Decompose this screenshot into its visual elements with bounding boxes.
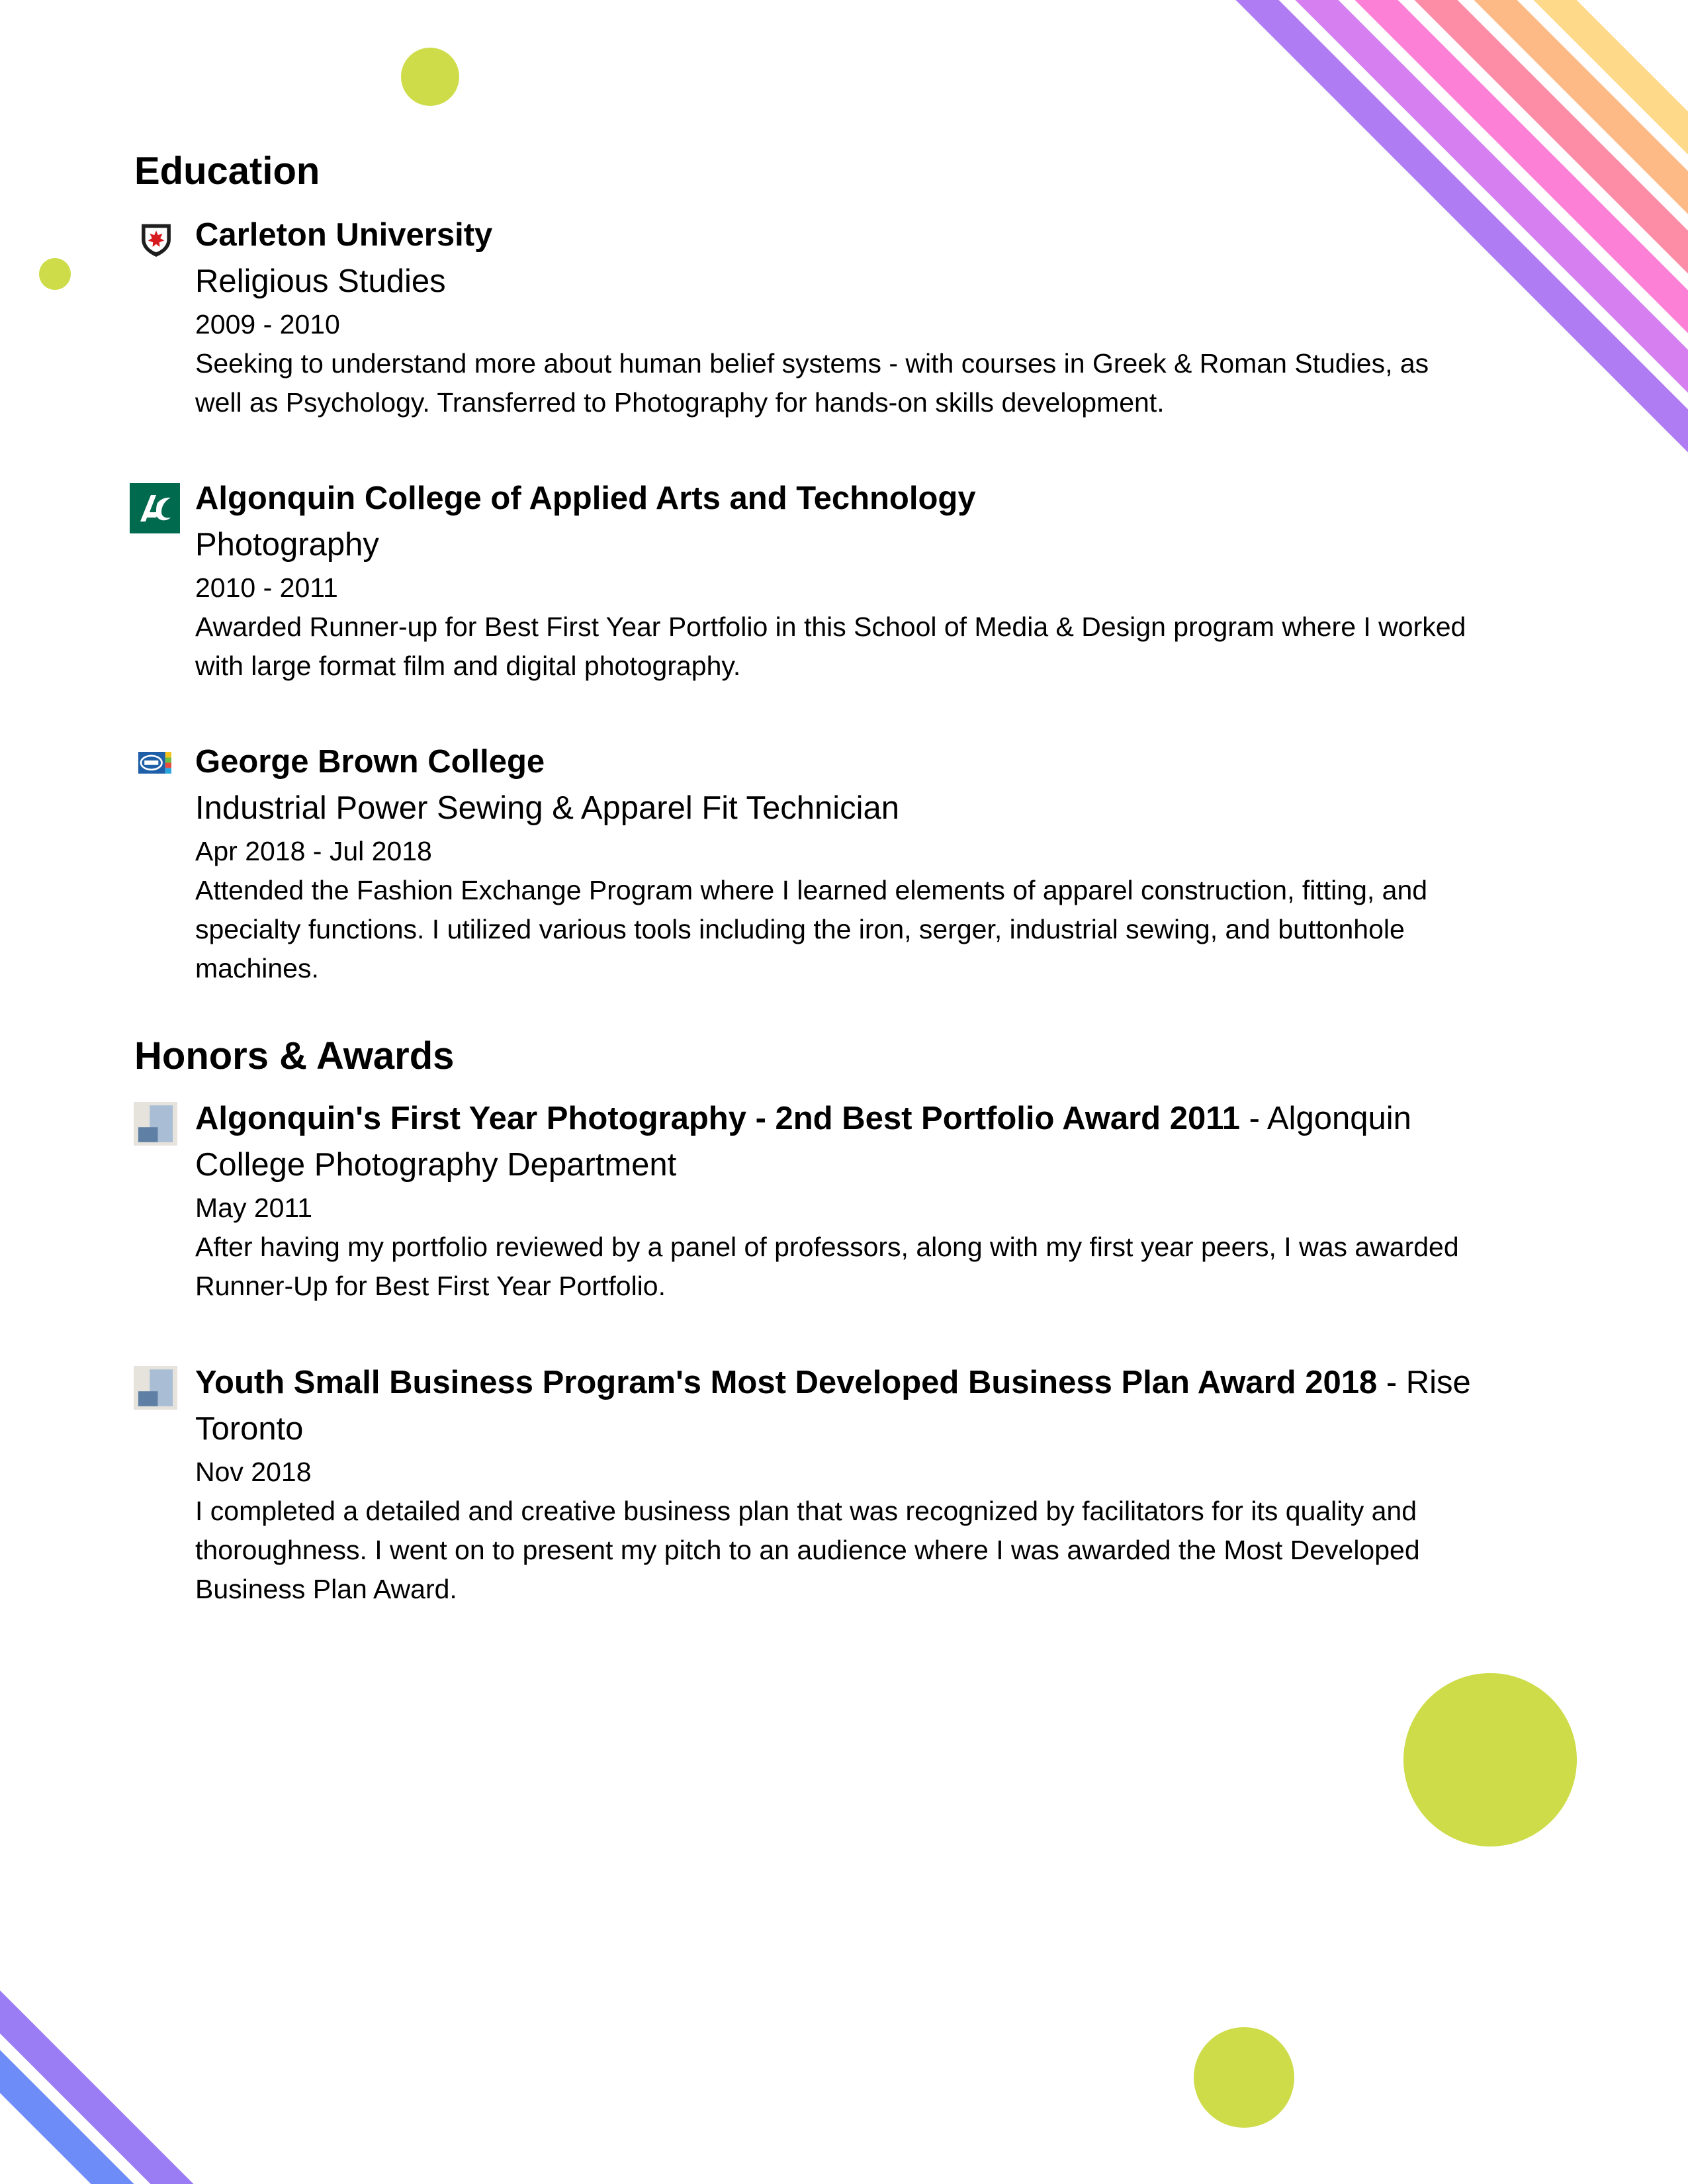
entry-subtitle: Photography xyxy=(195,527,379,563)
education-entry xyxy=(130,212,1473,422)
entry-subtitle: Religious Studies xyxy=(195,263,446,299)
education-entry xyxy=(130,475,1473,686)
carleton-shield-icon xyxy=(139,218,173,261)
entry-description: After having my portfolio reviewed by a panel of professors, along with my first year peers, I was awarded Runner-Up for Best First Year Portfolio. xyxy=(195,1232,1459,1301)
honors-heading: Honors & Awards xyxy=(134,1034,455,1077)
education-heading: Education xyxy=(134,150,320,193)
decor-dot xyxy=(39,258,71,290)
award-placeholder-icon xyxy=(134,1102,177,1146)
decor-dot xyxy=(401,48,459,106)
entry-description: Seeking to understand more about human belief systems - with courses in Greek & Roman Studies, as well as Psychology. Transferred to Photography for hands-on skills development. xyxy=(195,348,1429,418)
decor-dot xyxy=(1403,1673,1577,1846)
entry-description: Attended the Fashion Exchange Program where I learned elements of apparel construction, fitting, and specialty functions. I utilized various tools including the iron, serger, industrial sewing, and buttonhole machines. xyxy=(195,875,1428,983)
bottom-left-stripes xyxy=(0,1972,225,2184)
diagonal-stripes-bottom xyxy=(0,1972,225,2184)
entry-title: George Brown College xyxy=(195,744,545,780)
entry-dates: Nov 2018 xyxy=(195,1457,312,1487)
entry-description: Awarded Runner-up for Best First Year Portfolio in this School of Media & Design program where I worked with large format film and digital photography. xyxy=(195,612,1466,681)
award-issuer: - Rise Toronto xyxy=(195,1365,1471,1447)
award-title-line xyxy=(195,1359,1473,1452)
decor-dot xyxy=(1194,2027,1294,2128)
algonquin-logo-icon xyxy=(130,483,180,533)
george-brown-logo-icon xyxy=(130,752,180,785)
entry-dates: 2009 - 2010 xyxy=(195,309,340,340)
award-title: Algonquin's First Year Photography - 2nd Best Portfolio Award 2011 xyxy=(195,1101,1241,1136)
entry-dates: Apr 2018 - Jul 2018 xyxy=(195,836,432,866)
entry-dates: May 2011 xyxy=(195,1193,313,1223)
award-title-line xyxy=(195,1095,1473,1188)
entry-title: Carleton University xyxy=(195,217,493,253)
education-entry xyxy=(130,739,1473,988)
entry-title: Algonquin College of Applied Arts and Technology xyxy=(195,480,976,516)
award-title: Youth Small Business Program's Most Developed Business Plan Award 2018 xyxy=(195,1365,1378,1400)
entry-dates: 2010 - 2011 xyxy=(195,572,338,603)
entry-subtitle: Industrial Power Sewing & Apparel Fit Technician xyxy=(195,790,900,826)
award-issuer: - Algonquin College Photography Department xyxy=(195,1101,1411,1183)
entry-description: I completed a detailed and creative business plan that was recognized by facilitators for its quality and thoroughness. I went on to present my pitch to an audience where I was awarded the Most Developed Business Plan Award. xyxy=(195,1496,1420,1604)
award-entry xyxy=(130,1359,1473,1609)
award-placeholder-icon xyxy=(134,1366,177,1410)
award-entry xyxy=(130,1095,1473,1306)
